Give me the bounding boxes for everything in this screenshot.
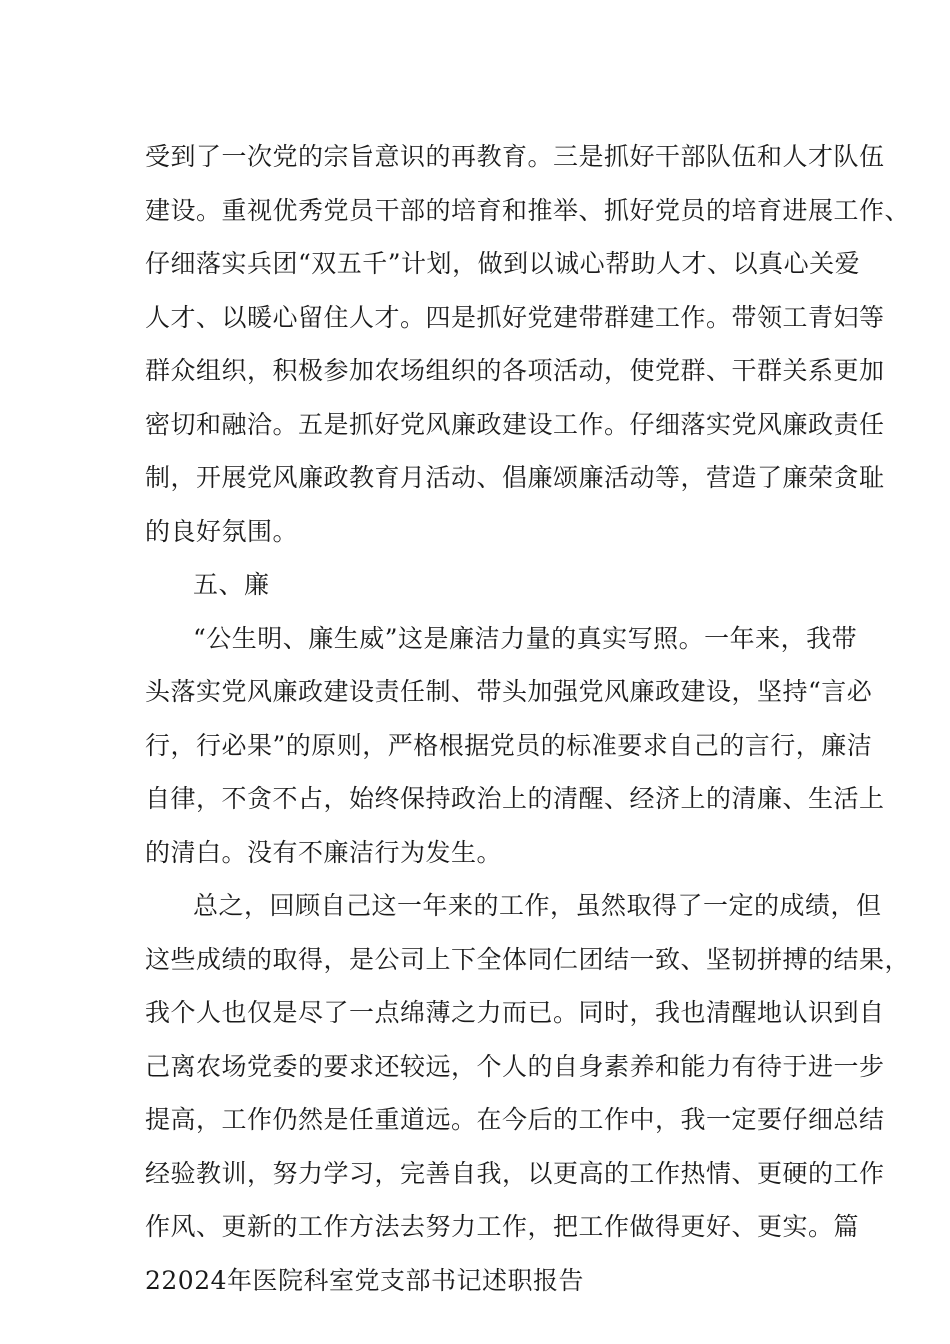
text-line: 密切和融洽。五是抓好党风廉政建设工作。仔细落实党风廉政责任 (145, 409, 885, 439)
text-line: 人才、以暖心留住人才。四是抓好党建带群建工作。带领工青妇等 (145, 302, 885, 332)
text-line: 行，行必果”的原则，严格根据党员的标准要求自己的言行，廉洁 (145, 730, 873, 760)
text-line: 仔细落实兵团“双五千”计划，做到以诚心帮助人才、以真心关爱 (145, 249, 861, 278)
text-line: 己离农场党委的要求还较远，个人的自身素养和能力有待于进一步 (145, 1051, 885, 1081)
text-line: 总之，回顾自己这一年来的工作，虽然取得了一定的成绩，但 (193, 891, 882, 920)
text-line: 这些成绩的取得，是公司上下全体同仁团结一致、坚韧拼搏的结果， (145, 944, 911, 974)
text-line: 经验教训，努力学习，完善自我，以更高的工作热情、更硬的工作 (145, 1158, 885, 1188)
text-line: 22024年医院科室党支部书记述职报告 (145, 1265, 585, 1295)
section-heading: 五、廉 (193, 570, 270, 599)
text-line: 头落实党风廉政建设责任制、带头加强党风廉政建设，坚持“言必 (145, 677, 873, 706)
text-line: “公生明、廉生威”这是廉洁力量的真实写照。一年来，我带 (193, 623, 858, 653)
text-line: 的良好氛围。 (145, 516, 299, 546)
document-body (145, 130, 911, 1307)
text-line: 群众组织，积极参加农场组织的各项活动，使党群、干群关系更加 (145, 356, 885, 385)
text-line: 的清白。没有不廉洁行为发生。 (145, 837, 503, 867)
text-line: 作风、更新的工作方法去努力工作，把工作做得更好、更实。篇 (145, 1212, 860, 1241)
text-line: 提高，工作仍然是任重道远。在今后的工作中，我一定要仔细总结 (145, 1105, 885, 1134)
text-line: 我个人也仅是尽了一点绵薄之力而已。同时，我也清醒地认识到自 (145, 998, 885, 1027)
text-line: 建设。重视优秀党员干部的培育和推举、抓好党员的培育进展工作、 (145, 195, 911, 225)
text-line: 受到了一次党的宗旨意识的再教育。三是抓好干部队伍和人才队伍 (145, 142, 885, 171)
text-line: 自律，不贪不占，始终保持政治上的清醒、经济上的清廉、生活上 (145, 784, 885, 813)
text-line: 制，开展党风廉政教育月活动、倡廉颂廉活动等，营造了廉荣贪耻 (145, 463, 885, 492)
